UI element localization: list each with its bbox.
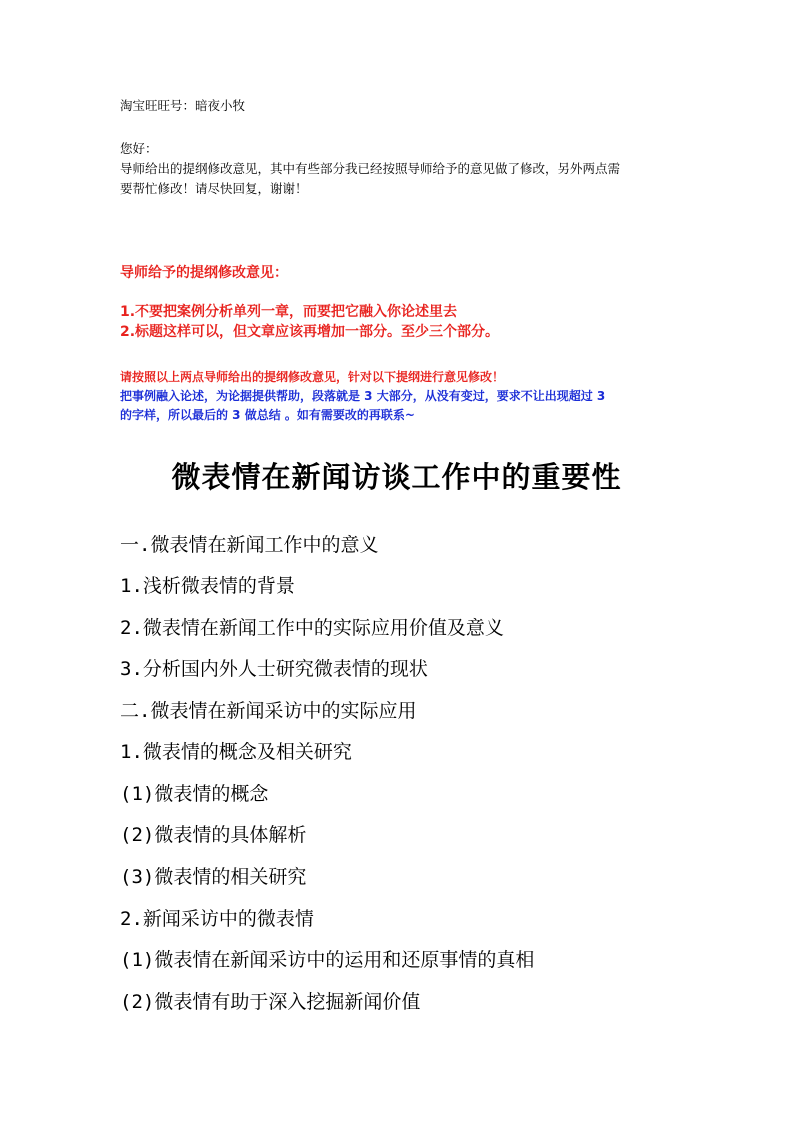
advice-item-1: 1.不要把案例分析单列一章，而要把它融入你论述里去 bbox=[120, 304, 458, 320]
request-blue-line-1: 把事例融入论述，为论据提供帮助，段落就是 3 大部分，从没有变过，要求不让出现超过 3 bbox=[120, 389, 606, 403]
greeting-line-1: 导师给出的提纲修改意见，其中有些部分我已经按照导师给予的意见做了修改，另外两点需 bbox=[120, 161, 621, 176]
outline-item: (2)微表情有助于深入挖掘新闻价值 bbox=[120, 991, 421, 1013]
outline-item: 一.微表情在新闻工作中的意义 bbox=[120, 534, 379, 556]
salutation: 您好： bbox=[120, 141, 158, 156]
outline-item: 1.微表情的概念及相关研究 bbox=[120, 741, 352, 763]
outline-item: (3)微表情的相关研究 bbox=[120, 866, 307, 888]
outline-item: 2.新闻采访中的微表情 bbox=[120, 908, 314, 930]
advice-item-2: 2.标题这样可以，但文章应该再增加一部分。至少三个部分。 bbox=[120, 324, 500, 340]
request-blue-line-2: 的字样，所以最后的 3 做总结 。如有需要改的再联系~ bbox=[120, 408, 415, 422]
outline-item: 1.浅析微表情的背景 bbox=[120, 575, 295, 597]
greeting-line-2: 要帮忙修改！请尽快回复，谢谢！ bbox=[120, 181, 308, 196]
document-title: 微表情在新闻访谈工作中的重要性 bbox=[171, 460, 622, 494]
outline-item: 3.分析国内外人士研究微表情的现状 bbox=[120, 658, 428, 680]
wangwang-id: 淘宝旺旺号：暗夜小牧 bbox=[120, 98, 246, 113]
outline-item: 二.微表情在新闻采访中的实际应用 bbox=[120, 700, 417, 722]
outline-item: (1)微表情的概念 bbox=[120, 783, 269, 805]
request-red-line: 请按照以上两点导师给出的提纲修改意见，针对以下提纲进行意见修改！ bbox=[120, 370, 505, 384]
advice-heading: 导师给予的提纲修改意见： bbox=[120, 265, 288, 281]
outline-item: (2)微表情的具体解析 bbox=[120, 824, 307, 846]
outline-item: 2.微表情在新闻工作中的实际应用价值及意义 bbox=[120, 617, 504, 639]
outline-item: (1)微表情在新闻采访中的运用和还原事情的真相 bbox=[120, 949, 535, 971]
